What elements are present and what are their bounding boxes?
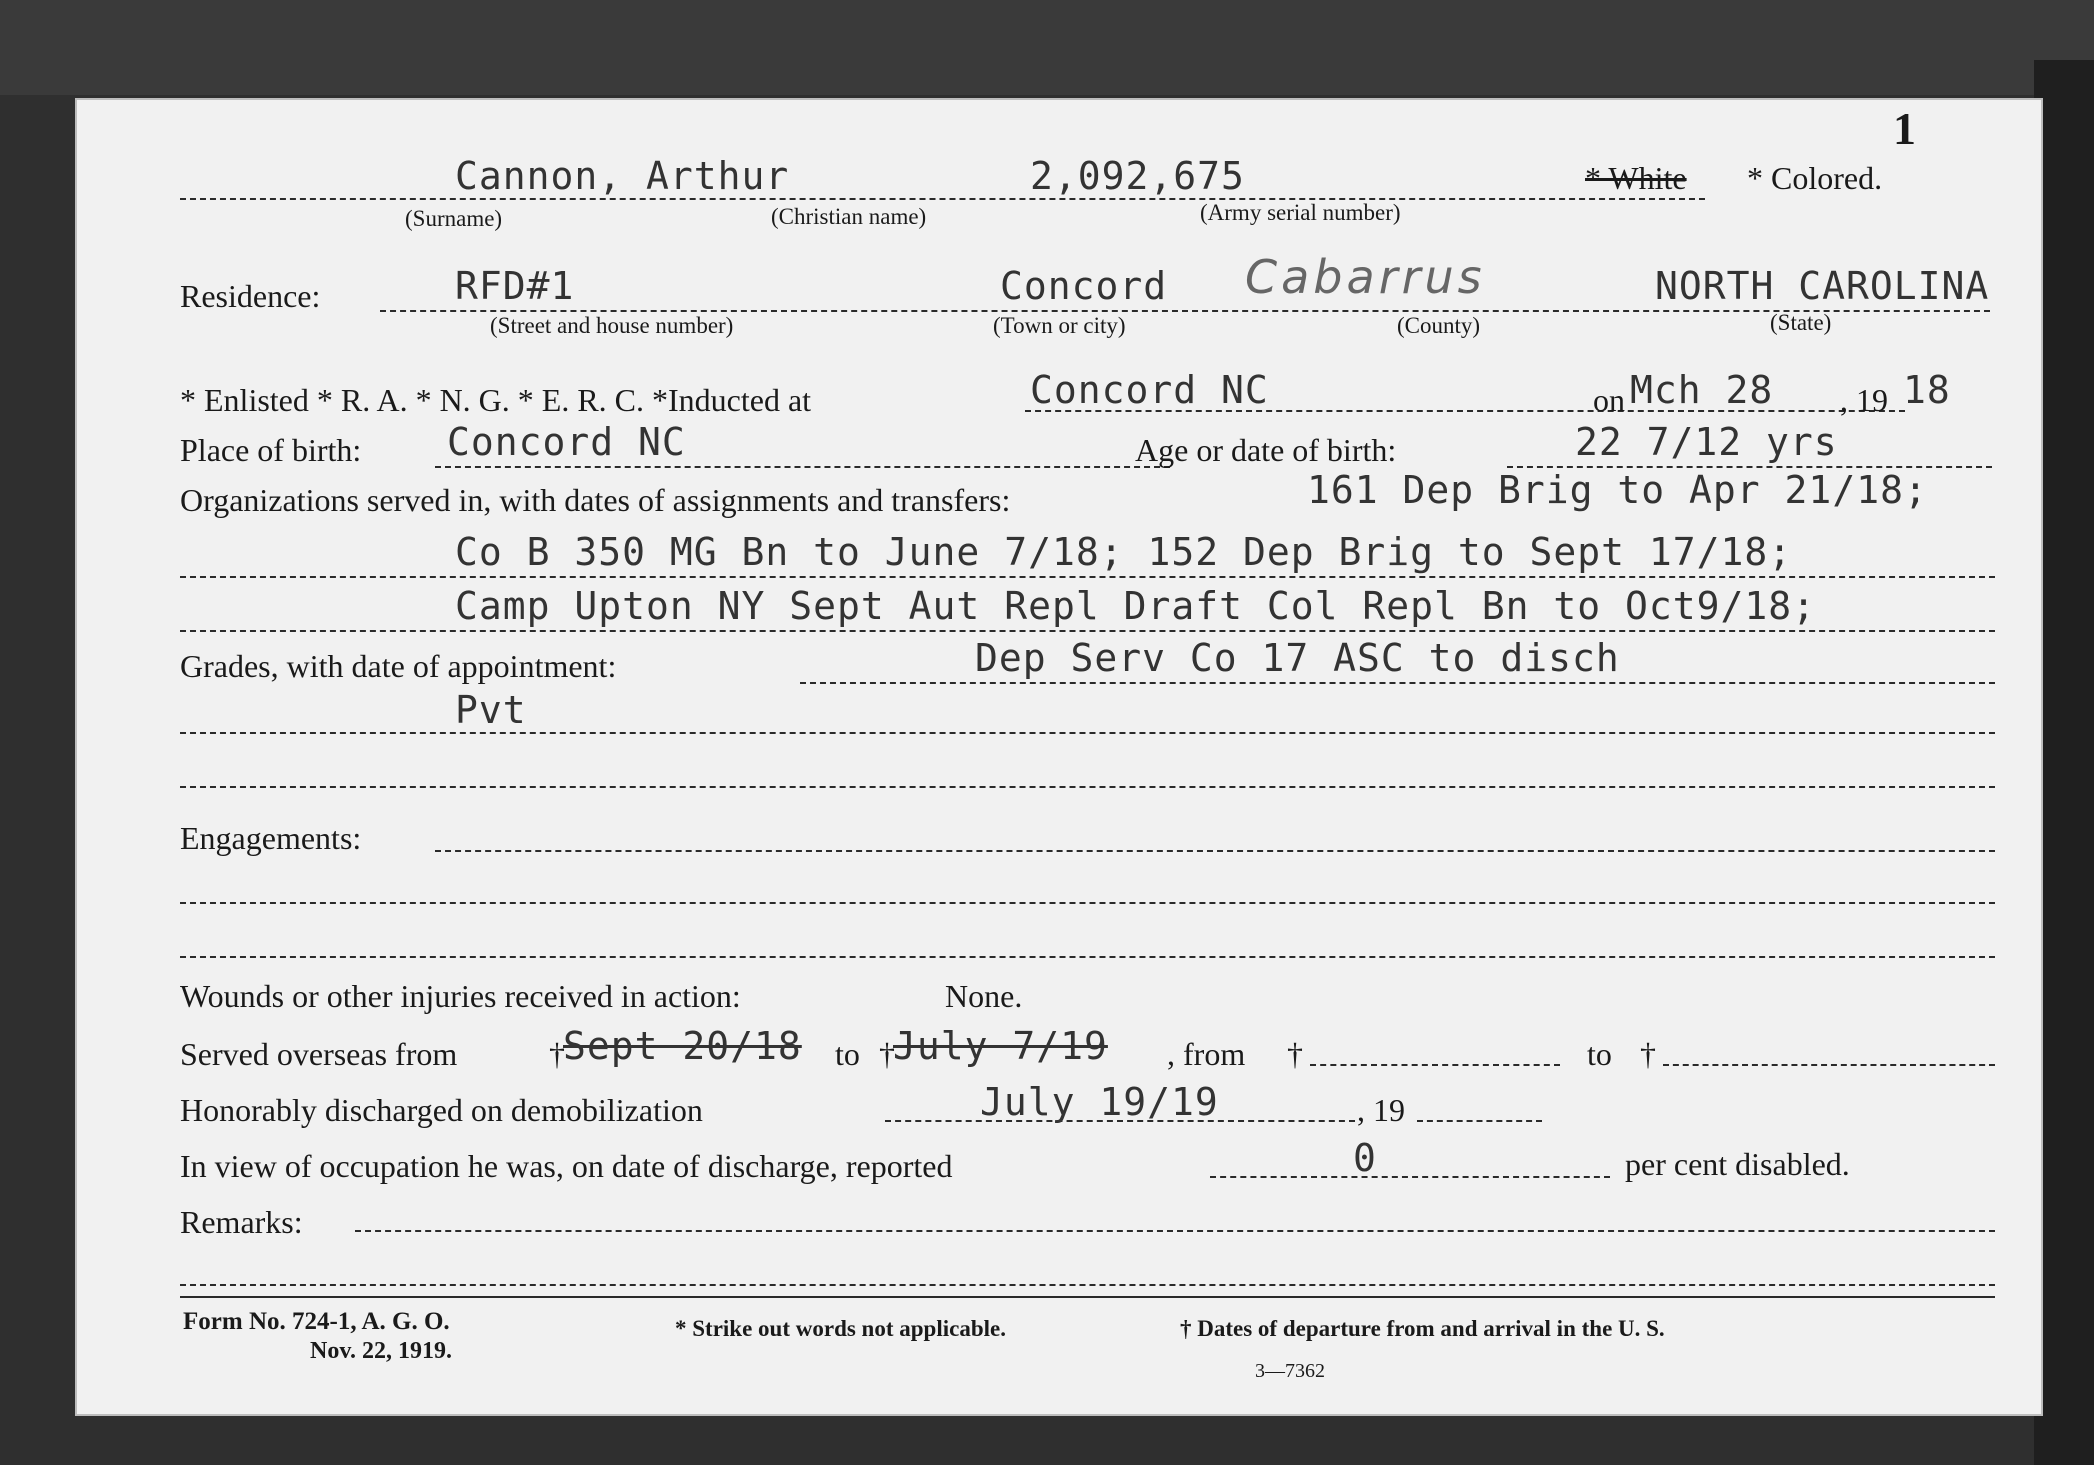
organizations-rule-3	[180, 630, 1995, 632]
engagements-line-1	[435, 850, 1995, 852]
grade-value: Pvt	[455, 688, 527, 732]
footer-rule	[180, 1296, 1995, 1298]
engagements-label: Engagements:	[180, 820, 362, 856]
organizations-line-2: Co B 350 MG Bn to June 7/18; 152 Dep Brig to Sept 17/18;	[455, 530, 1793, 574]
residence-label: Residence:	[180, 278, 321, 314]
age-label: Age or date of birth:	[1135, 432, 1397, 468]
overseas-to-label: to	[835, 1036, 860, 1072]
overseas-dagger-2: †	[879, 1036, 895, 1072]
grades-line-1	[800, 682, 1995, 684]
dates-note: † Dates of departure from and arrival in the U. S.	[1180, 1316, 1665, 1341]
county-caption: (County)	[1397, 313, 1481, 338]
induction-place: Concord NC	[1030, 368, 1269, 412]
wounds-label: Wounds or other injuries received in action:	[180, 978, 741, 1014]
form-date: Nov. 22, 1919.	[310, 1338, 453, 1364]
name-value: Cannon, Arthur	[455, 154, 790, 198]
service-record-card	[75, 98, 2043, 1416]
induction-year-prefix: , 19	[1840, 382, 1888, 418]
engagements-line-2	[180, 902, 1995, 904]
induction-date: Mch 28	[1630, 368, 1774, 412]
race-white: * White	[1585, 160, 1687, 196]
organizations-line-3: Camp Upton NY Sept Aut Repl Draft Col Repl Bn to Oct9/18;	[455, 584, 1817, 628]
scanner-background-top	[0, 0, 2094, 95]
residence-street: RFD#1	[455, 264, 575, 308]
organizations-rule-2	[180, 576, 1995, 578]
birth-place-line	[435, 466, 1170, 468]
grades-line-2	[180, 732, 1995, 734]
organizations-label: Organizations served in, with dates of assignments and transfers:	[180, 482, 1011, 518]
state-caption: (State)	[1770, 310, 1832, 335]
overseas-from2-line	[1310, 1064, 1560, 1066]
residence-county-handwritten: Cabarrus	[1245, 250, 1486, 304]
residence-line	[380, 310, 1990, 312]
discharge-year-line	[1417, 1120, 1542, 1122]
print-code: 3—7362	[1255, 1360, 1325, 1382]
wounds-value: None.	[945, 978, 1023, 1014]
overseas-to2-line	[1663, 1064, 1995, 1066]
overseas-dagger-1: †	[549, 1036, 565, 1072]
induction-year: 18	[1903, 368, 1951, 412]
overseas-to-date: July 7/19	[893, 1024, 1108, 1068]
organizations-line-4: Dep Serv Co 17 ASC to disch	[975, 636, 1620, 680]
name-line	[180, 198, 1705, 200]
organizations-line-1: 161 Dep Brig to Apr 21/18;	[1307, 468, 1928, 512]
disability-line	[1210, 1176, 1610, 1178]
overseas-dagger-3: †	[1287, 1036, 1303, 1072]
age-value: 22 7/12 yrs	[1575, 420, 1838, 464]
town-caption: (Town or city)	[993, 313, 1126, 338]
disability-suffix: per cent disabled.	[1625, 1146, 1850, 1182]
residence-state: NORTH CAROLINA	[1655, 264, 1990, 308]
grades-label: Grades, with date of appointment:	[180, 648, 617, 684]
grades-line-3	[180, 786, 1995, 788]
surname-caption: (Surname)	[405, 206, 503, 231]
overseas-from2-label: , from	[1167, 1036, 1246, 1072]
engagements-line-3	[180, 956, 1995, 958]
card-number: 1	[1893, 103, 1916, 154]
overseas-to2-label: to	[1587, 1036, 1612, 1072]
scanner-background-right	[2034, 60, 2094, 1465]
race-colored: * Colored.	[1747, 160, 1883, 196]
overseas-label: Served overseas from	[180, 1036, 458, 1072]
birth-place: Concord NC	[447, 420, 686, 464]
discharge-date: July 19/19	[980, 1080, 1219, 1124]
residence-town: Concord	[1000, 264, 1168, 308]
strike-note: * Strike out words not applicable.	[675, 1316, 1006, 1341]
enlistment-label: * Enlisted * R. A. * N. G. * E. R. C. *Inducted at	[180, 382, 812, 418]
discharge-year-suffix: , 19	[1357, 1092, 1405, 1128]
street-caption: (Street and house number)	[490, 313, 734, 338]
remarks-label: Remarks:	[180, 1204, 303, 1240]
remarks-line-1	[355, 1230, 1995, 1232]
birth-place-label: Place of birth:	[180, 432, 362, 468]
christian-caption: (Christian name)	[771, 204, 927, 229]
discharge-label: Honorably discharged on demobilization	[180, 1092, 703, 1128]
disability-label: In view of occupation he was, on date of discharge, reported	[180, 1148, 953, 1184]
overseas-dagger-4: †	[1640, 1036, 1656, 1072]
serial-caption: (Army serial number)	[1200, 200, 1401, 225]
on-label: on	[1593, 382, 1625, 418]
remarks-line-2	[180, 1284, 1995, 1286]
serial-value: 2,092,675	[1030, 154, 1245, 198]
disability-value: 0	[1353, 1136, 1377, 1180]
form-number: Form No. 724-1, A. G. O.	[183, 1308, 450, 1335]
overseas-from-date: Sept 20/18	[563, 1024, 802, 1068]
